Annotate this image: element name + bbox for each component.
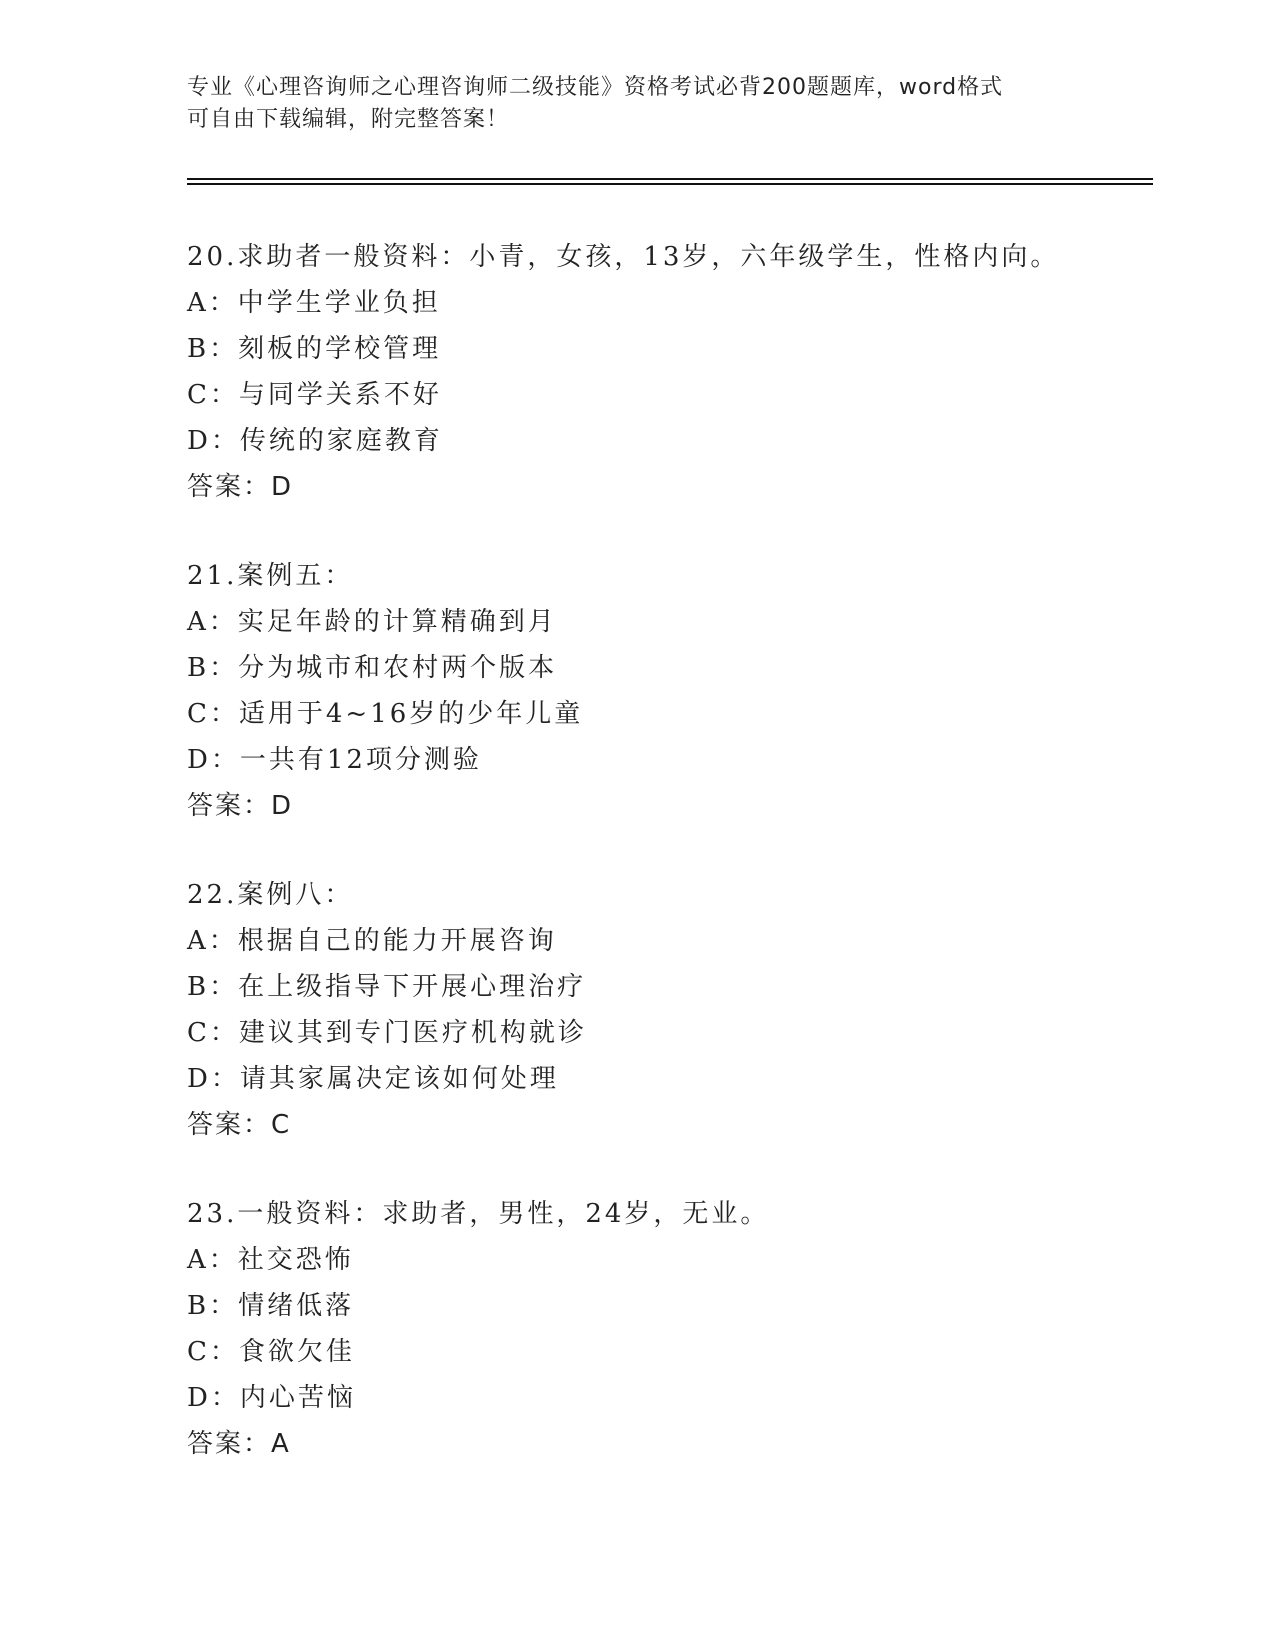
option-b: B：在上级指导下开展心理治疗	[187, 972, 587, 1002]
question-23	[187, 1191, 1147, 1467]
option-d: D：内心苦恼	[187, 1383, 356, 1413]
document-header	[187, 72, 1087, 136]
header-line-1: 专业《心理咨询师之心理咨询师二级技能》资格考试必背200题题库，word格式	[187, 75, 1004, 100]
option-c: C：建议其到专门医疗机构就诊	[187, 1018, 587, 1048]
header-divider-bottom	[187, 183, 1153, 185]
question-21	[187, 553, 1147, 829]
option-d: D：传统的家庭教育	[187, 426, 443, 456]
question-stem: 20.求助者一般资料：小青，女孩，13岁，六年级学生，性格内向。	[187, 242, 1060, 272]
answer: 答案：C	[187, 1110, 292, 1140]
option-a: A：根据自己的能力开展咨询	[187, 926, 557, 956]
option-b: B：情绪低落	[187, 1291, 355, 1321]
option-d: D：请其家属决定该如何处理	[187, 1064, 559, 1094]
option-b: B：刻板的学校管理	[187, 334, 442, 364]
option-d: D：一共有12项分测验	[187, 745, 482, 775]
question-stem: 22.案例八：	[187, 880, 354, 910]
question-stem: 23.一般资料：求助者，男性，24岁，无业。	[187, 1199, 770, 1229]
answer: 答案：D	[187, 791, 294, 821]
question-stem: 21.案例五：	[187, 561, 354, 591]
option-c: C：与同学关系不好	[187, 380, 442, 410]
question-22	[187, 872, 1147, 1148]
question-20	[187, 234, 1147, 510]
header-divider-top	[187, 178, 1153, 180]
option-a: A：实足年龄的计算精确到月	[187, 607, 557, 637]
option-c: C：食欲欠佳	[187, 1337, 355, 1367]
option-c: C：适用于4~16岁的少年儿童	[187, 699, 584, 729]
option-a: A：中学生学业负担	[187, 288, 441, 318]
option-b: B：分为城市和农村两个版本	[187, 653, 558, 683]
answer: 答案：D	[187, 472, 294, 502]
option-a: A：社交恐怖	[187, 1245, 354, 1275]
header-line-2: 可自由下载编辑，附完整答案！	[187, 107, 510, 132]
answer: 答案：A	[187, 1429, 291, 1459]
